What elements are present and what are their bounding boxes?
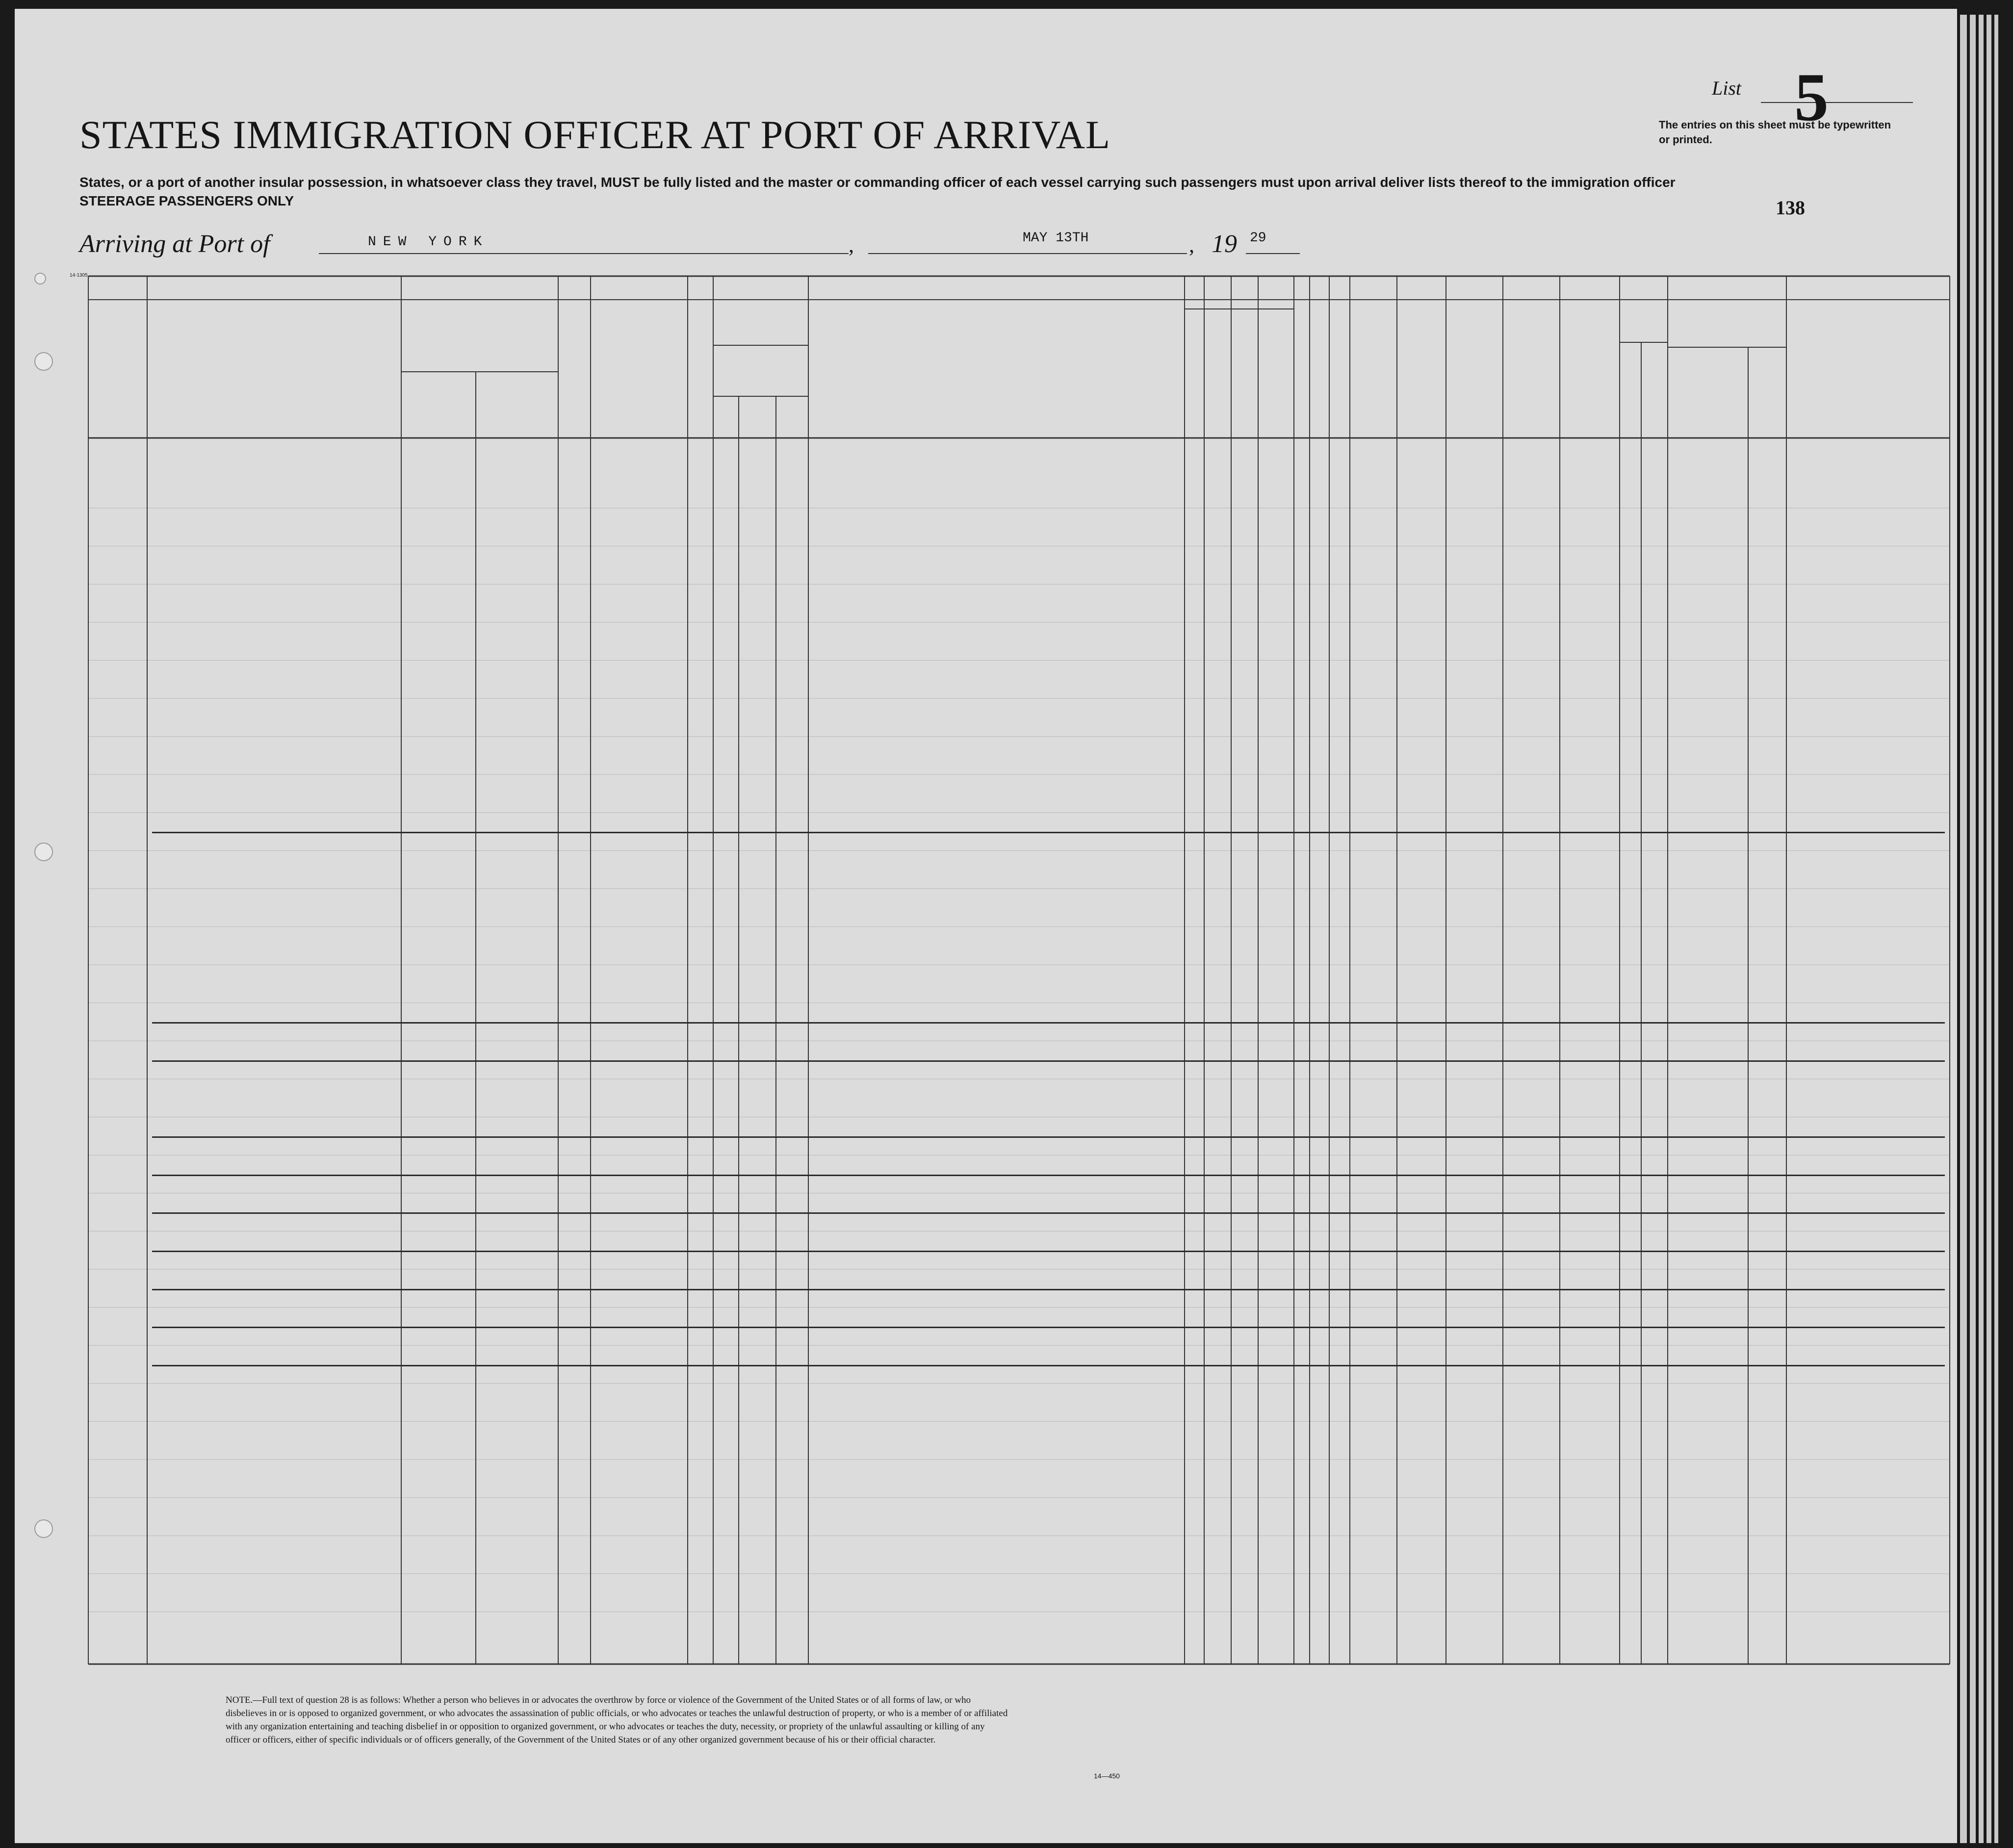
list-number: 5 (1794, 59, 1829, 135)
header-purpose-b (1206, 315, 1257, 436)
header-money (689, 306, 712, 436)
header-c27 (1331, 306, 1348, 436)
subtitle: States, or a port of another insular possession, in whatsoever class they travel, MUST be fully listed and the master or commanding officer of each vessel carrying such passengers must upon arrival deliver lists thereof to the immigration officer (79, 175, 1676, 190)
list-line (1761, 102, 1913, 103)
header-ticket (560, 306, 589, 436)
form-code-top: 14-1305 (70, 273, 88, 278)
page-edge (1994, 15, 1998, 1843)
binding-hole (34, 1519, 53, 1538)
page-edge (1979, 15, 1984, 1843)
footnote: NOTE.—Full text of question 28 is as follows: Whether a person who believes in or advocates the overthrow by force or violence of the Government of the United States or of all forms of law, or who disbelieves in or is opposed to organized government, or who advocates the assassination of public officials, or who advocates or teaches the unlawful destruction of property, or who is a member of or affiliated with any organization entertaining and teaching disbelief in or opposition to organized government, or who advocates or teaches the duty, necessity, or propriety of the unlawful assaulting or killing of any officer or officers, either of specific individuals or of officers generally, of the Government of the United States or of any other organized government because of his or their official character. (226, 1695, 1008, 1745)
table-grid (15, 9, 1957, 1843)
comma: , (1189, 233, 1194, 257)
header-purpose-c (1260, 315, 1292, 436)
strike-through-line (152, 1289, 1945, 1290)
header-c28 (1351, 306, 1395, 436)
class-label: STEERAGE PASSENGERS ONLY (79, 193, 294, 208)
strike-through-line (152, 1212, 1945, 1214)
header-c26 (1311, 306, 1328, 436)
strike-through-line (152, 1022, 1945, 1024)
year-line (1246, 253, 1300, 254)
binding-hole (34, 843, 53, 861)
strike-through-line (152, 832, 1945, 833)
manifest-sheet (15, 9, 1957, 1843)
strike-through-line (152, 1060, 1945, 1062)
binding-hole (34, 273, 46, 284)
page-title: STATES IMMIGRATION OFFICER AT PORT OF ARRIVAL (79, 112, 1111, 157)
page-edge (1970, 15, 1976, 1843)
entries-note: The entries on this sheet must be typewritten or printed. (1659, 119, 1891, 146)
header-purpose-a (1186, 315, 1203, 436)
list-label: List (1712, 77, 1742, 99)
date-value: MAY 13TH (1023, 231, 1089, 246)
year-value: 29 (1250, 231, 1266, 246)
port-line (319, 253, 849, 254)
date-line (868, 253, 1187, 254)
strike-through-line (152, 1175, 1945, 1176)
header-c25 (1295, 306, 1308, 436)
strike-through-line (152, 1251, 1945, 1252)
sheet-number: 138 (1776, 197, 1805, 219)
strike-through-line (152, 1327, 1945, 1328)
header-c30 (1447, 306, 1501, 436)
arriving-label: Arriving at Port of (79, 230, 270, 258)
page-edge (1987, 15, 1991, 1843)
port-value: NEW YORK (368, 234, 489, 250)
page-edge (1960, 15, 1967, 1843)
year-label: 19 (1212, 230, 1237, 258)
comma: , (849, 233, 854, 257)
strike-through-line (152, 1136, 1945, 1138)
binding-hole (34, 352, 53, 371)
form-code: 14—450 (1094, 1772, 1120, 1780)
strike-through-line (152, 1365, 1945, 1366)
header-c29 (1398, 306, 1445, 436)
